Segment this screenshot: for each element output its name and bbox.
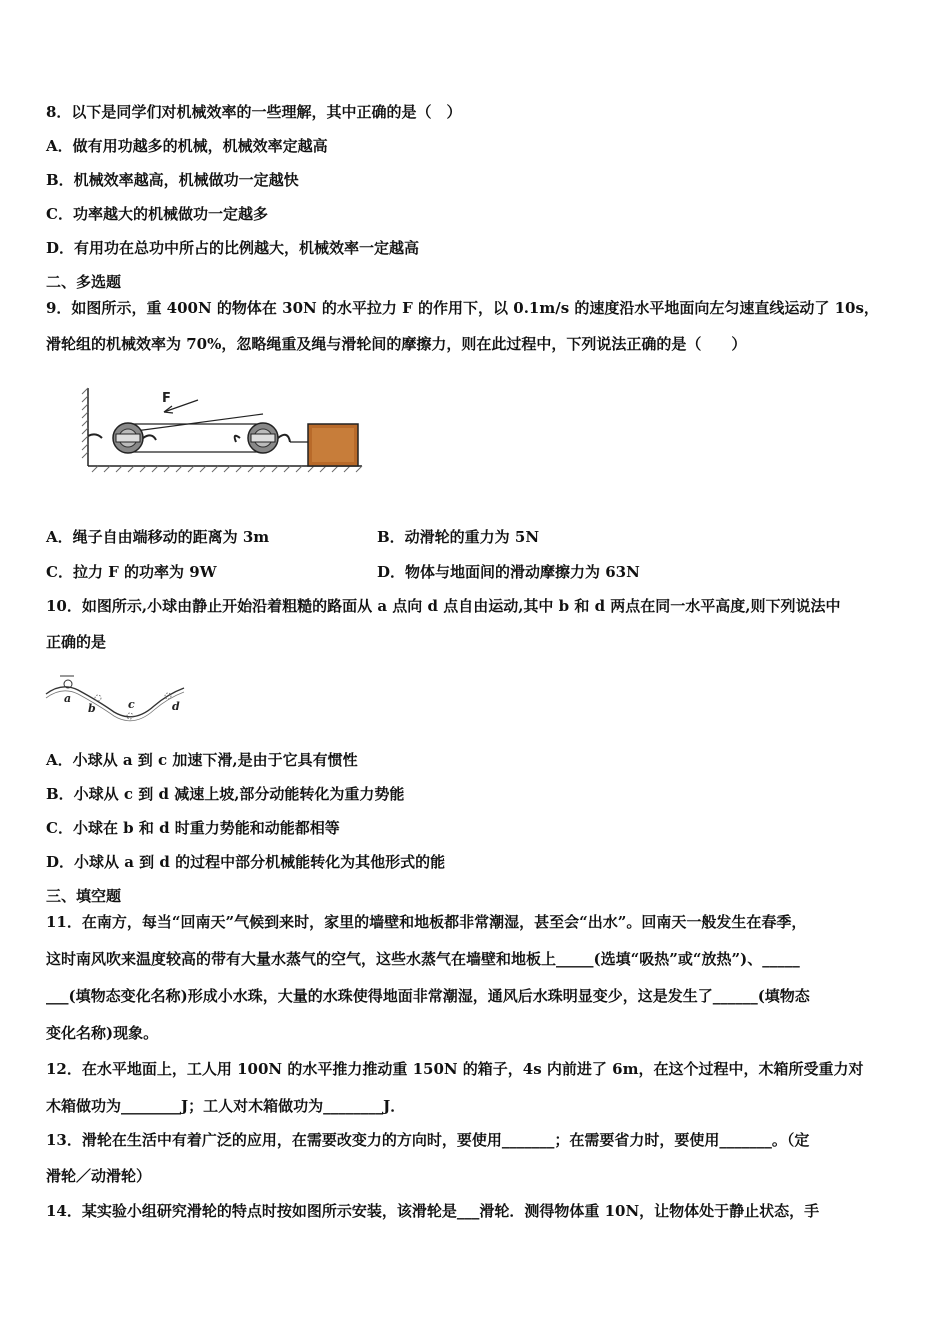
q11-line4: 变化名称)现象。 (46, 1024, 159, 1042)
q10-stem-line2: 正确的是 (46, 633, 107, 651)
q8-option-d: D．有用功在总功中所占的比例越大，机械效率一定越高 (46, 239, 420, 257)
rope-free-end (128, 414, 263, 432)
force-label: F (162, 391, 171, 406)
pulley-figure (80, 386, 365, 476)
q10-option-d: D．小球从 a 到 d 的过程中部分机械能转化为其他形式的能 (46, 853, 446, 871)
q9-stem-line2: 滑轮组的机械效率为 70%，忽略绳重及绳与滑轮间的摩擦力，则在此过程中，下列说法正确的是（ ） (46, 335, 747, 353)
slope-figure (44, 672, 196, 728)
q8-option-a: A．做有用功越多的机械，机械效率定越高 (46, 137, 328, 155)
movable-pulley-hook-right (278, 435, 290, 442)
q9-option-a: A．绳子自由端移动的距离为 3m (46, 528, 270, 546)
q11-line2: 这时南风吹来温度较高的带有大量水蒸气的空气，这些水蒸气在墙壁和地板上_____(选填“吸热”或“放热”)、_____ (46, 950, 800, 968)
ball-b (95, 695, 101, 701)
q9-option-d: D．物体与地面间的滑动摩擦力为 63N (377, 563, 640, 581)
section-heading-multi-choice: 二、多选题 (46, 273, 122, 291)
q13-line2: 滑轮／动滑轮） (46, 1167, 152, 1185)
q10-option-b: B．小球从 c 到 d 减速上坡,部分动能转化为重力势能 (46, 785, 405, 803)
q9-stem-line1: 9．如图所示，重 400N 的物体在 30N 的水平拉力 F 的作用下，以 0.1m/s 的速度沿水平地面向左匀速直线运动了 10s， (46, 299, 879, 317)
q10-stem-line1: 10．如图所示,小球由静止开始沿着粗糙的路面从 a 点向 d 点自由运动,其中 b 和 d 两点在同一水平高度,则下列说法中 (46, 597, 841, 615)
wall-hook (88, 434, 102, 438)
label-c: c (128, 698, 135, 711)
q10-option-a: A．小球从 a 到 c 加速下滑,是由于它具有惯性 (46, 751, 358, 769)
movable-pulley-hook-left (235, 436, 240, 442)
wooden-box-face (312, 428, 354, 462)
q13-line1: 13．滑轮在生活中有着广泛的应用，在需要改变力的方向时，要使用_______；在需要省力时，要使用_______。（定 (46, 1131, 810, 1149)
q14-line1: 14．某实验小组研究滑轮的特点时按如图所示安装，该滑轮是___滑轮．测得物体重 10N，让物体处于静止状态，手 (46, 1202, 820, 1220)
q10-option-c: C．小球在 b 和 d 时重力势能和动能都相等 (46, 819, 340, 837)
fixed-pulley-hook (143, 435, 156, 440)
q11-line1: 11．在南方，每当“回南天”气候到来时，家里的墙壁和地板都非常潮湿，甚至会“出水”。回南天一般发生在春季， (46, 913, 807, 931)
label-a: a (64, 692, 72, 705)
wall-hatch (82, 388, 88, 458)
label-d: d (172, 700, 180, 713)
q8-stem: 8．以下是同学们对机械效率的一些理解，其中正确的是（ ） (46, 103, 462, 121)
q11-line3: ___(填物态变化名称)形成小水珠，大量的水珠使得地面非常潮湿，通风后水珠明显变少，这是发生了______(填物态 (46, 987, 810, 1005)
q8-option-b: B．机械效率越高，机械做功一定越快 (46, 171, 299, 189)
section-heading-fill-blank: 三、填空题 (46, 887, 122, 905)
q12-line2: 木箱做功为________J；工人对木箱做功为________J． (46, 1097, 406, 1115)
q9-option-b: B．动滑轮的重力为 5N (377, 528, 540, 546)
ground-hatch (92, 466, 362, 472)
q12-line1: 12．在水平地面上，工人用 100N 的水平推力推动重 150N 的箱子，4s 内前进了 6m，在这个过程中，木箱所受重力对 (46, 1060, 864, 1078)
movable-pulley-frame (251, 434, 275, 442)
label-b: b (88, 702, 96, 715)
q8-option-c: C．功率越大的机械做功一定越多 (46, 205, 268, 223)
q9-option-c: C．拉力 F 的功率为 9W (46, 563, 217, 581)
fixed-pulley-frame (116, 434, 140, 442)
